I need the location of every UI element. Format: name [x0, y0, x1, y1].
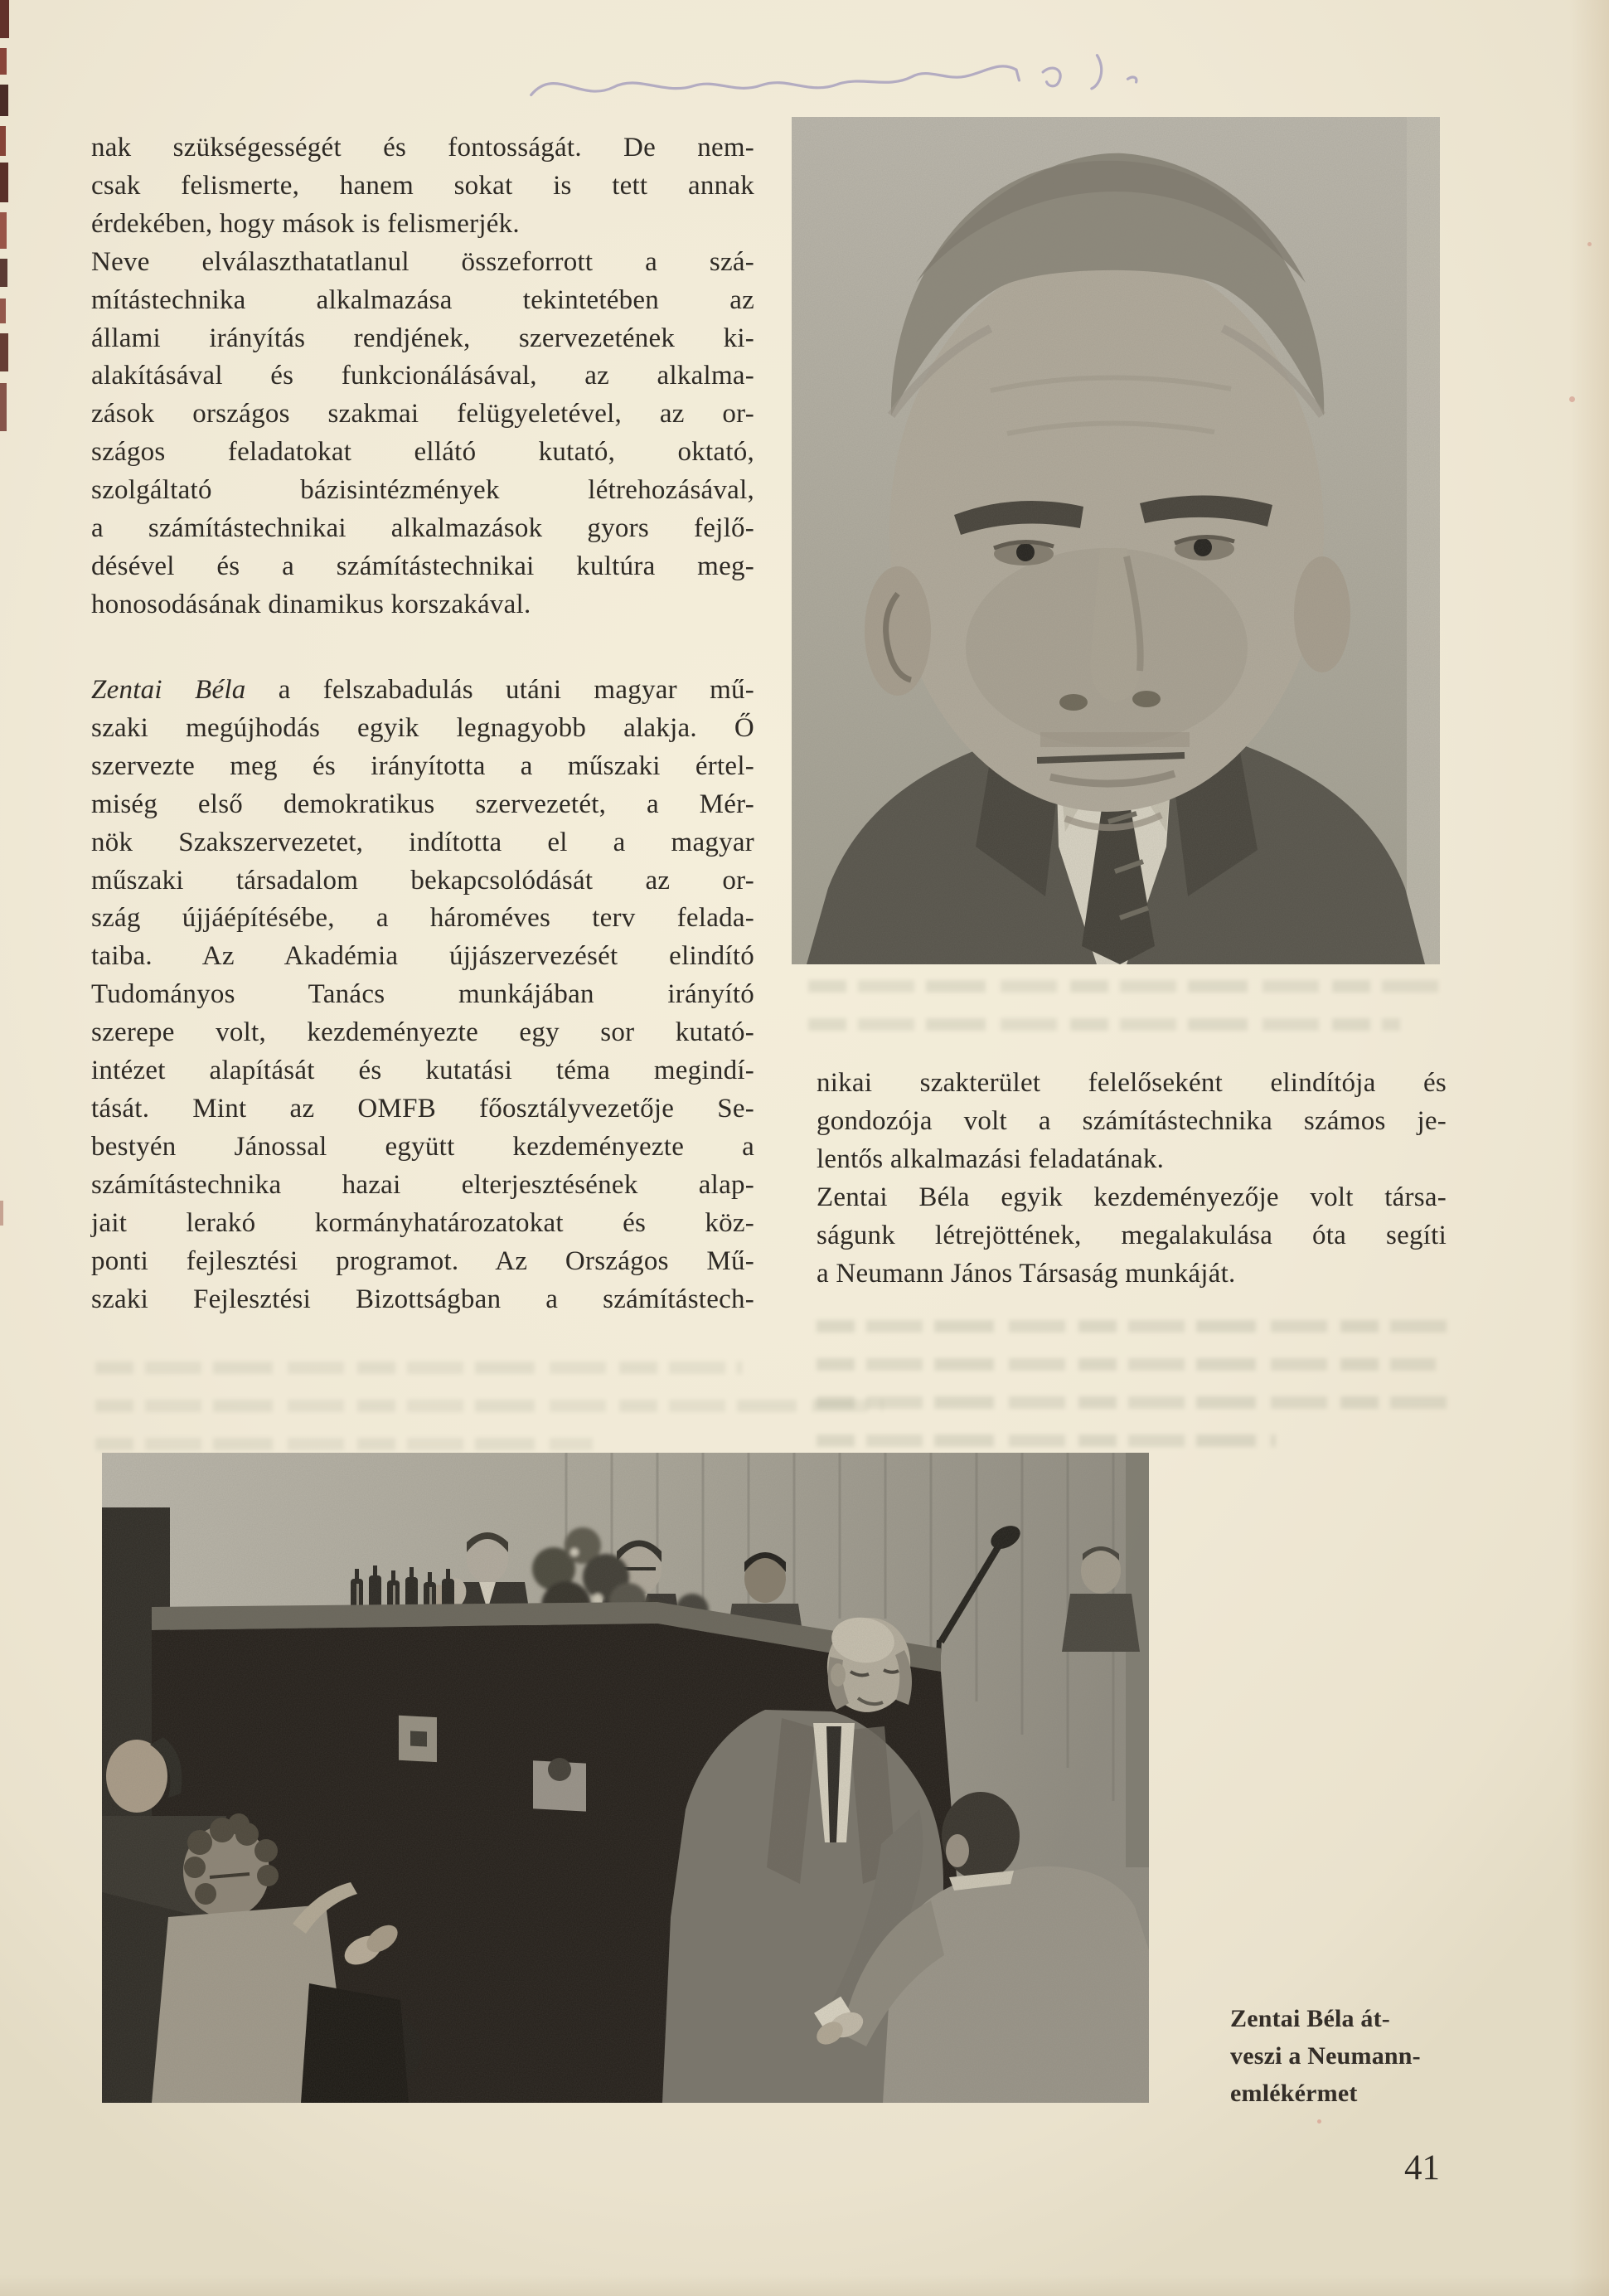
caption-line: Zentai Béla át-	[1230, 2005, 1390, 2032]
text-line: lentős alkalmazási feladatának.	[817, 1143, 1165, 1174]
binding-mark	[0, 299, 6, 323]
paper-speck	[1587, 242, 1592, 246]
text-line: miség első demokratikus szervezetét, a Mér-	[91, 789, 754, 819]
text-line: tását. Mint az OMFB főosztályvezetője Se-	[91, 1093, 754, 1124]
left-column-paragraph-1	[91, 129, 754, 624]
text-line: a Neumann János Társaság munkáját.	[817, 1258, 1236, 1289]
page-edge-shadow-bottom	[0, 2274, 1609, 2296]
text-line: jait lerakó kormányhatározatokat és köz-	[91, 1207, 754, 1238]
ghost-text-row	[817, 1320, 1455, 1332]
binding-mark	[0, 212, 7, 249]
ceremony-photo	[102, 1453, 1149, 2103]
paper-speck	[1569, 396, 1575, 402]
text-line: mítástechnika alkalmazása tekintetében az	[91, 284, 754, 315]
text-line-with-italic-lead	[91, 672, 754, 710]
text-line: szervezte meg és irányította a műszaki értel-	[91, 750, 754, 781]
handwriting-scribble	[512, 32, 1142, 114]
text-line: nikai szakterület felelőseként elindítója és	[817, 1068, 1447, 1098]
text-line: bestyén Jánossal együtt kezdeményezte a	[91, 1131, 754, 1162]
ghost-text-row	[95, 1438, 593, 1450]
text-line: érdekében, hogy mások is felismerjék.	[91, 208, 520, 239]
text-line: nak szükségességét és fontosságát. De nem-	[91, 133, 754, 163]
text-line: Neve elválaszthatatlanul összeforrott a szá-	[91, 246, 754, 277]
text-line: zások országos szakmai felügyeletével, az or-	[91, 399, 754, 430]
left-column-paragraph-2	[91, 672, 754, 1318]
binding-mark	[0, 163, 8, 202]
text-line-rest: a felszabadulás utáni magyar mű-	[245, 675, 754, 705]
text-line: intézet alapítását és kutatási téma megindí-	[91, 1056, 754, 1086]
binding-mark	[0, 383, 7, 431]
text-line: szág újjáépítésébe, a hároméves terv felada-	[91, 903, 754, 934]
text-line: taiba. Az Akadémia újjászervezését elindító	[91, 941, 754, 972]
caption-line: emlékérmet	[1230, 2080, 1358, 2107]
ghost-text-row	[95, 1362, 742, 1374]
text-line: szaki Fejlesztési Bizottságban a számítástech-	[91, 1284, 754, 1314]
right-column-paragraph	[817, 1065, 1447, 1293]
binding-mark	[0, 126, 6, 156]
text-line: Zentai Béla egyik kezdeményezője volt társa-	[817, 1182, 1447, 1212]
binding-mark	[0, 259, 7, 287]
text-line: szágos feladatokat ellátó kutató, oktató,	[91, 437, 754, 468]
text-line: désével és a számítástechnikai kultúra meg-	[91, 551, 754, 581]
ghost-text-row	[808, 1018, 1400, 1031]
text-line: állami irányítás rendjének, szervezetének ki-	[91, 323, 754, 353]
text-line: a számítástechnikai alkalmazások gyors fejlő-	[91, 513, 754, 544]
paper-speck	[1317, 2119, 1321, 2124]
photo-caption	[1230, 2000, 1479, 2112]
text-line: ponti fejlesztési programot. Az Országos Mű-	[91, 1245, 754, 1276]
text-line: csak felismerte, hanem sokat is tett annak	[91, 170, 754, 201]
text-line: nök Szakszervezetet, indította el a magyar	[91, 827, 754, 857]
ghost-text-block	[808, 980, 1438, 1056]
text-line: ságunk létrejöttének, megalakulása óta segíti	[817, 1220, 1447, 1250]
text-line: szerepe volt, kezdeményezte egy sor kutató-	[91, 1017, 754, 1048]
binding-mark	[0, 85, 8, 116]
text-line: műszaki társadalom bekapcsolódását az or-	[91, 865, 754, 896]
text-line: szaki megújhodás egyik legnagyobb alakja. Ő	[91, 712, 754, 743]
text-line: gondozója volt a számítástechnika számos je-	[817, 1105, 1447, 1136]
caption-line: veszi a Neumann-	[1230, 2042, 1421, 2070]
text-line: Tudományos Tanács munkájában irányító	[91, 979, 754, 1010]
binding-mark	[0, 0, 9, 38]
portrait-photo	[792, 117, 1440, 964]
ghost-text-row	[95, 1400, 883, 1412]
binding-mark	[0, 1201, 3, 1226]
text-line: honosodásának dinamikus korszakával.	[91, 589, 531, 619]
person-name-italic: Zentai Béla	[91, 675, 246, 705]
text-line: alakításával és funkcionálásával, az alkalma-	[91, 361, 754, 391]
ghost-text-row	[808, 980, 1438, 993]
text-line: számítástechnika hazai elterjesztésének alap-	[91, 1169, 754, 1200]
text-line: szolgáltató bázisintézmények létrehozásával,	[91, 475, 754, 506]
binding-mark	[0, 333, 8, 371]
page-edge-shadow	[1569, 0, 1609, 2296]
page-number: 41	[1404, 2148, 1440, 2187]
binding-mark	[0, 48, 7, 75]
